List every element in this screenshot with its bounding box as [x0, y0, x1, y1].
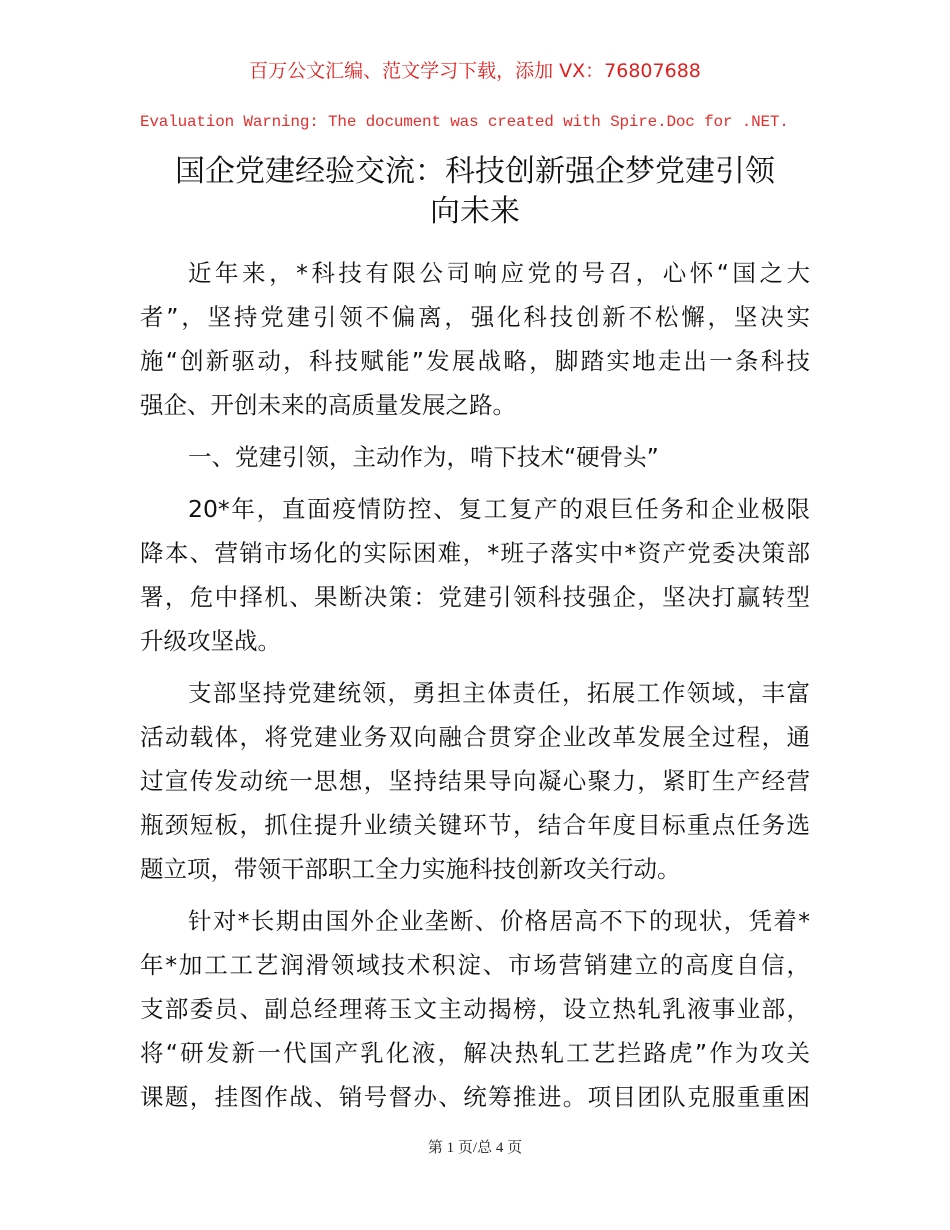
title-line: 国企党建经验交流：科技创新强企梦党建引领: [175, 154, 775, 189]
paragraph: [140, 251, 810, 427]
section-heading: [140, 435, 810, 479]
text-line: 支部坚持党建统领，勇担主体责任，拓展工作领域，丰富: [188, 679, 810, 707]
text-line: 者”，坚持党建引领不偏离，强化科技创新不松懈，坚决实: [140, 303, 810, 331]
text-line: 近年来，*科技有限公司响应党的号召，心怀“国之大: [188, 259, 810, 287]
paragraph: [140, 899, 810, 1119]
text-line: 瓶颈短板，抓住提升业绩关键环节，结合年度目标重点任务选: [140, 811, 810, 839]
download-banner: 百万公文汇编、范文学习下载，添加 VX：76807688: [249, 60, 701, 82]
paragraph: [140, 487, 810, 663]
text-line: 课题，挂图作战、销号督办、统筹推进。项目团队克服重重困: [140, 1083, 810, 1111]
page-footer: 第 1 页/总 4 页: [427, 1140, 523, 1156]
text-line: 支部委员、副总经理蒋玉文主动揭榜，设立热轧乳液事业部，: [140, 995, 810, 1023]
text-line: 过宣传发动统一思想，坚持结果导向凝心聚力，紧盯生产经营: [140, 767, 810, 795]
text-line: 题立项，带领干部职工全力实施科技创新攻关行动。: [140, 855, 681, 883]
text-line: 降本、营销市场化的实际困难，*班子落实中*资产党委决策部: [140, 539, 810, 567]
text-line: 施“创新驱动，科技赋能”发展战略，脚踏实地走出一条科技: [140, 347, 810, 375]
text-line: 升级攻坚战。: [140, 627, 281, 655]
text-line: 一、党建引领，主动作为，啃下技术“硬骨头”: [188, 443, 659, 471]
text-line: 年*加工工艺润滑领域技术积淀、市场营销建立的高度自信，: [140, 951, 810, 979]
paragraph: [140, 671, 810, 891]
evaluation-warning: Evaluation Warning: The document was created with Spire.Doc for .NET.: [140, 113, 789, 131]
text-line: 将“研发新一代国产乳化液，解决热轧工艺拦路虎”作为攻关: [140, 1039, 810, 1067]
text-line: 针对*长期由国外企业垄断、价格居高不下的现状，凭着*: [188, 907, 810, 935]
document-body: [140, 251, 810, 1127]
document-title: [130, 152, 820, 232]
text-line: 活动载体，将党建业务双向融合贯穿企业改革发展全过程，通: [140, 723, 810, 751]
text-line: 署，危中择机、果断决策：党建引领科技强企，坚决打赢转型: [140, 583, 810, 611]
text-line: 强企、开创未来的高质量发展之路。: [140, 391, 516, 419]
text-line: 20*年，直面疫情防控、复工复产的艰巨任务和企业极限: [188, 495, 810, 523]
title-line: 向未来: [430, 194, 520, 229]
